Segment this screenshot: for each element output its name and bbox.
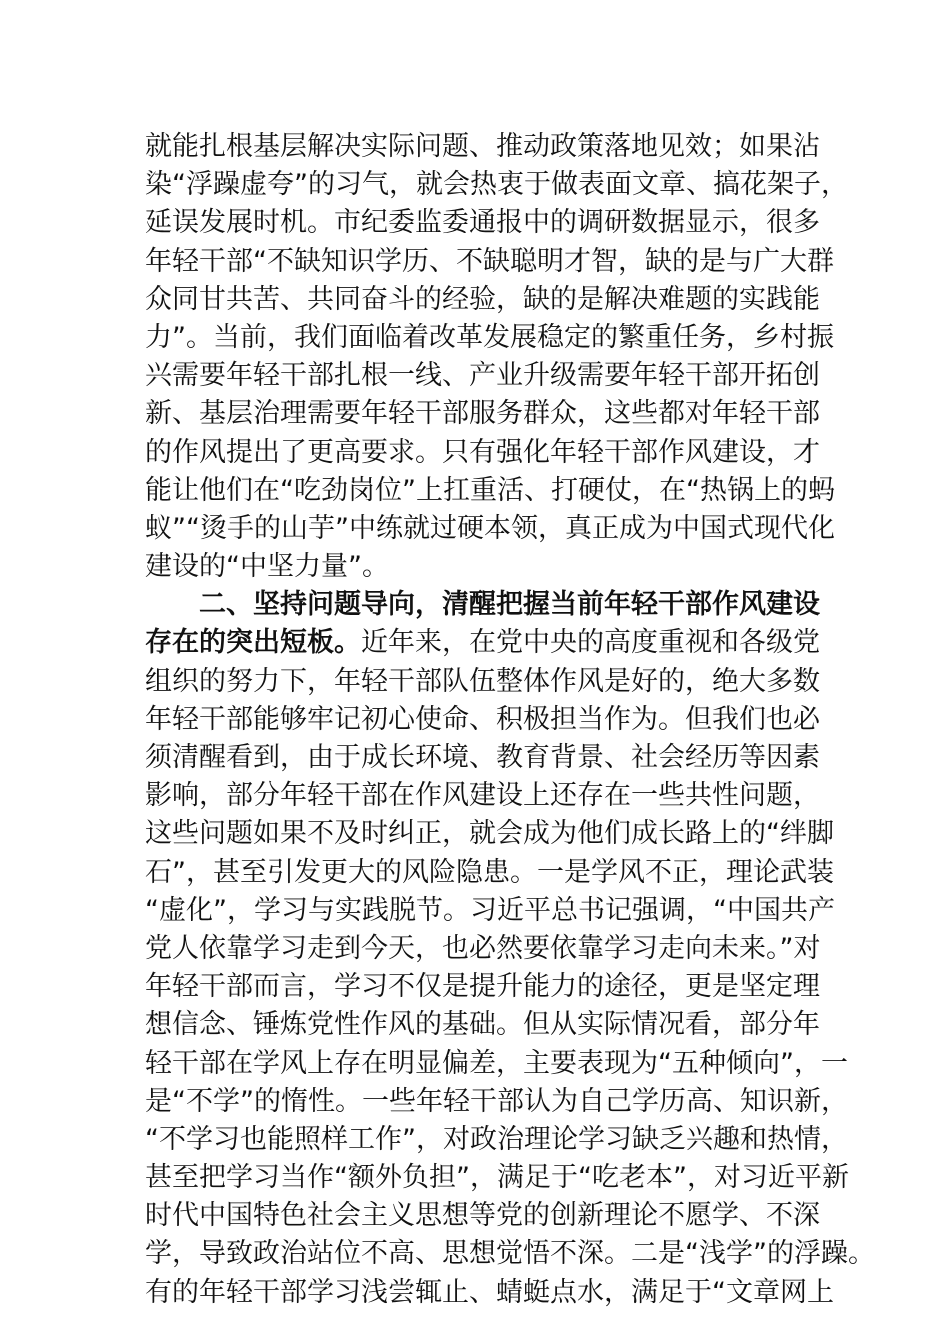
- text-line: 能让他们在“吃劲岗位”上扛重活、打硬仗，在“热锅上的蚂: [145, 474, 835, 506]
- text-line: 染“浮躁虚夸”的习气，就会热衷于做表面文章、搞花架子，: [145, 169, 848, 201]
- text-line: 须清醒看到，由于成长环境、教育背景、社会经历等因素: [145, 742, 820, 773]
- text-line: 建设的“中坚力量”。: [145, 551, 389, 583]
- text-line: 蚁”“烫手的山芋”中练就过硬本领，真正成为中国式现代化: [145, 512, 835, 544]
- text-line: 甚至把学习当作“额外负担”，满足于“吃老本”，对习近平新: [145, 1162, 849, 1194]
- text-line: 党人依靠学习走到今天，也必然要依靠学习走向未来。”对: [145, 932, 821, 964]
- section-heading-line: 二、坚持问题导向，清醒把握当前年轻干部作风建设: [145, 589, 820, 621]
- text-line: 这些问题如果不及时纠正，就会成为他们成长路上的“绊脚: [145, 818, 834, 850]
- text-line: 轻干部在学风上存在明显偏差，主要表现为“五种倾向”，一: [145, 1047, 848, 1079]
- text-line: 有的年轻干部学习浅尝辄止、蜻蜓点水，满足于“文章网上: [145, 1276, 834, 1308]
- text-line: 延误发展时机。市纪委监委通报中的调研数据显示，很多: [145, 207, 820, 239]
- text-line: “不学习也能照样工作”，对政治理论学习缺乏兴趣和热情，: [145, 1123, 848, 1155]
- section-heading-rest: 近年来，在党中央的高度重视和各级党: [361, 627, 820, 659]
- text-line: 新、基层治理需要年轻干部服务群众，这些都对年轻干部: [145, 398, 820, 430]
- text-line: 石”，甚至引发更大的风险隐患。一是学风不正，理论武装: [145, 856, 834, 888]
- text-line: 就能扎根基层解决实际问题、推动政策落地见效；如果沾: [145, 131, 820, 162]
- text-line: 是“不学”的惰性。一些年轻干部认为自己学历高、知识新，: [145, 1085, 848, 1117]
- text-line: 的作风提出了更高要求。只有强化年轻干部作风建设，才: [145, 436, 820, 468]
- text-line: 想信念、锤炼党性作风的基础。但从实际情况看，部分年: [145, 1009, 820, 1041]
- text-line: 组织的努力下，年轻干部队伍整体作风是好的，绝大多数: [145, 665, 820, 697]
- section-heading-continuation: [145, 624, 825, 662]
- section-heading-bold: 存在的突出短板。: [145, 627, 361, 659]
- text-line: 兴需要年轻干部扎根一线、产业升级需要年轻干部开拓创: [145, 360, 820, 392]
- text-line: 年轻干部“不缺知识学历、不缺聪明才智，缺的是与广大群: [145, 245, 834, 277]
- text-line: 年轻干部能够牢记初心使命、积极担当作为。但我们也必: [145, 703, 820, 735]
- text-line: 众同甘共苦、共同奋斗的经验，缺的是解决难题的实践能: [145, 283, 820, 315]
- text-line: 年轻干部而言，学习不仅是提升能力的途径，更是坚定理: [145, 971, 820, 1003]
- text-line: 学，导致政治站位不高、思想觉悟不深。二是“浅学”的浮躁。: [145, 1238, 875, 1270]
- text-line: 时代中国特色社会主义思想等党的创新理论不愿学、不深: [145, 1200, 820, 1232]
- body-text: [145, 128, 875, 1312]
- text-line: 影响，部分年轻干部在作风建设上还存在一些共性问题，: [145, 780, 820, 812]
- text-line: “虚化”，学习与实践脱节。习近平总书记强调，“中国共产: [145, 894, 835, 926]
- text-line: 力”。当前，我们面临着改革发展稳定的繁重任务，乡村振: [145, 321, 834, 353]
